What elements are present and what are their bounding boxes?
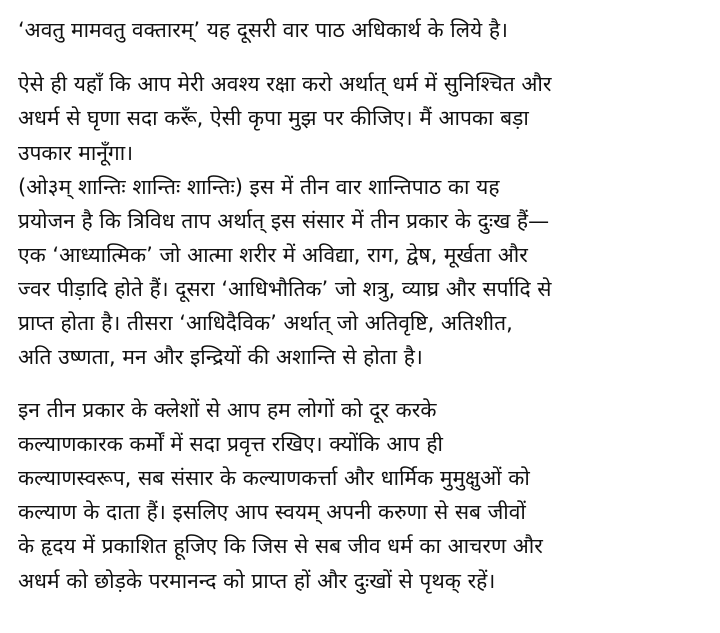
text-line-15: के हृदय में प्रकाशित हूजिए कि जिस से सब जीव धर्म का आचरण और <box>18 534 543 558</box>
text-line-5: (ओ३म् शान्तिः शान्तिः शान्तिः) इस में तीन वार शान्तिपाठ का यह <box>18 175 500 199</box>
text-line-14: कल्याण के दाता हैं। इसलिए आप स्वयम् अपनी करुणा से सब जीवों <box>18 500 526 524</box>
text-line-9: प्राप्त होता है। तीसरा ‘आधिदैविक’ अर्थात् जो अतिवृष्टि, अतिशीत, <box>18 311 513 335</box>
text-line-10: अति उष्णता, मन और इन्द्रियों की अशान्ति से होता है। <box>18 345 423 369</box>
text-line-6: प्रयोजन है कि त्रिविध ताप अर्थात् इस संसार में तीन प्रकार के दुःख हैं— <box>18 209 550 233</box>
text-line-11: इन तीन प्रकार के क्लेशों से आप हम लोगों को दूर करके <box>18 398 437 422</box>
text-line-2: ऐसे ही यहाँ कि आप मेरी अवश्य रक्षा करो अर्थात् धर्म में सुनिश्चित और <box>18 72 552 96</box>
text-line-1: ‘अवतु मामवतु वक्तारम्’ यह दूसरी वार पाठ अधिकार्थ के लिये है। <box>18 18 508 42</box>
text-line-13: कल्याणस्वरूप, सब संसार के कल्याणकर्त्ता और धार्मिक मुमुक्षुओं को <box>18 466 530 490</box>
text-line-7: एक ‘आध्यात्मिक’ जो आत्मा शरीर में अविद्या, राग, द्वेष, मूर्खता और <box>18 243 528 267</box>
text-line-4: उपकार मानूँगा। <box>18 141 134 165</box>
text-line-8: ज्वर पीड़ादि होते हैं। दूसरा ‘आधिभौतिक’ जो शत्रु, व्याघ्र और सर्पादि से <box>18 277 552 301</box>
text-line-3: अधर्म से घृणा सदा करूँ, ऐसी कृपा मुझ पर कीजिए। मैं आपका बड़ा <box>18 106 529 130</box>
text-line-12: कल्याणकारक कर्मों में सदा प्रवृत्त रखिए। क्योंकि आप ही <box>18 432 443 456</box>
text-line-16: अधर्म को छोड़के परमानन्द को प्राप्त हों और दुःखों से पृथक् रहें। <box>18 569 496 593</box>
